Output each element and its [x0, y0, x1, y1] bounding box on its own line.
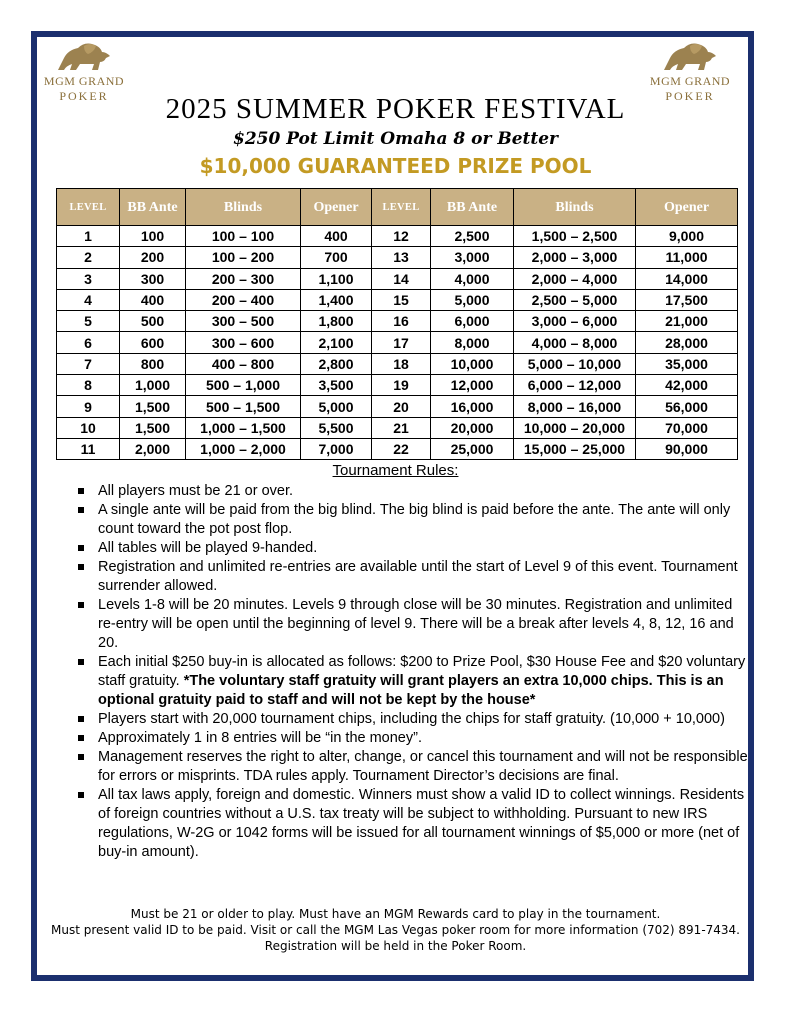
table-cell: 19: [372, 375, 431, 396]
table-cell: 200: [120, 247, 186, 268]
table-cell: 1,000: [120, 375, 186, 396]
table-row: [57, 332, 738, 353]
table-row: [57, 438, 738, 459]
table-row: [57, 353, 738, 374]
guarantee-banner: $10,000 GUARANTEED PRIZE POOL: [199, 154, 592, 178]
table-cell: 200 – 300: [186, 268, 301, 289]
lion-icon: [660, 38, 720, 74]
table-cell: 28,000: [636, 332, 738, 353]
table-cell: 1,500: [120, 417, 186, 438]
logo-sub: POKER: [665, 89, 715, 103]
table-cell: 10: [57, 417, 120, 438]
footer-notice: [40, 906, 751, 954]
table-cell: 1,000 – 1,500: [186, 417, 301, 438]
table-cell: 5,000: [301, 396, 372, 417]
table-cell: 8: [57, 375, 120, 396]
table-cell: 14,000: [636, 268, 738, 289]
table-cell: 5,000: [431, 289, 514, 310]
table-cell: 3,000 – 6,000: [514, 311, 636, 332]
table-cell: 1,500 – 2,500: [514, 226, 636, 247]
table-cell: 300 – 500: [186, 311, 301, 332]
table-cell: 2,000 – 3,000: [514, 247, 636, 268]
rule-emphasis: *The voluntary staff gratuity will grant players an extra 10,000 chips. This is an optional gratuity paid to staff and will not be kept by the house*: [98, 673, 724, 708]
rule-text: Approximately 1 in 8 entries will be “in the money”.: [98, 730, 422, 746]
rule-text: Players start with 20,000 tournament chips, including the chips for staff gratuity. (10,000 + 10,000): [98, 711, 725, 727]
table-cell: 11,000: [636, 247, 738, 268]
table-cell: 3,500: [301, 375, 372, 396]
table-cell: 15,000 – 25,000: [514, 438, 636, 459]
footer-line-1: Must be 21 or older to play. Must have an MGM Rewards card to play in the tournament.: [130, 907, 661, 921]
column-header: LEVEL: [57, 189, 120, 226]
table-cell: 35,000: [636, 353, 738, 374]
table-cell: 2: [57, 247, 120, 268]
table-cell: 5,500: [301, 417, 372, 438]
column-header: Opener: [636, 189, 738, 226]
table-cell: 2,500 – 5,000: [514, 289, 636, 310]
table-cell: 6,000 – 12,000: [514, 375, 636, 396]
table-cell: 4,000: [431, 268, 514, 289]
rule-item: [78, 482, 748, 501]
table-cell: 20,000: [431, 417, 514, 438]
rule-item: [78, 786, 748, 862]
table-cell: 17: [372, 332, 431, 353]
rules-list: [78, 482, 748, 862]
table-row: [57, 311, 738, 332]
table-cell: 13: [372, 247, 431, 268]
table-cell: 400 – 800: [186, 353, 301, 374]
logo-sub: POKER: [59, 89, 109, 103]
table-cell: 400: [120, 289, 186, 310]
table-cell: 100 – 100: [186, 226, 301, 247]
table-cell: 8,000 – 16,000: [514, 396, 636, 417]
table-cell: 14: [372, 268, 431, 289]
table-row: [57, 268, 738, 289]
table-cell: 500 – 1,500: [186, 396, 301, 417]
table-cell: 12: [372, 226, 431, 247]
table-cell: 16,000: [431, 396, 514, 417]
table-cell: 6: [57, 332, 120, 353]
footer-line-2: Must present valid ID to be paid. Visit or call the MGM Las Vegas poker room for more information (702) 891-7434. Registration will be held in the Poker Room.: [51, 923, 740, 953]
table-cell: 6,000: [431, 311, 514, 332]
table-cell: 5: [57, 311, 120, 332]
rule-text: A single ante will be paid from the big blind. The big blind is paid before the ante. The ante will only count toward the pot post flop.: [98, 502, 731, 537]
table-row: [57, 289, 738, 310]
table-cell: 8,000: [431, 332, 514, 353]
event-subtitle: $250 Pot Limit Omaha 8 or Better: [232, 129, 559, 149]
rule-text: All tax laws apply, foreign and domestic. Winners must show a valid ID to collect winnings. Residents of foreign countries without a U.S. tax treaty will be subject to withholding. Pursuant to new IRS regulations, W-2G or 1042 forms will be issued for all tournament winnings of $5,000 or more (net of buy-in amount).: [98, 787, 745, 860]
rules-title: Tournament Rules:: [332, 462, 459, 479]
table-cell: 5,000 – 10,000: [514, 353, 636, 374]
table-cell: 16: [372, 311, 431, 332]
rule-item: [78, 558, 748, 596]
blind-structure-table: [56, 188, 738, 460]
table-cell: 56,000: [636, 396, 738, 417]
rule-text: All players must be 21 or over.: [98, 483, 294, 499]
column-header: Blinds: [514, 189, 636, 226]
table-cell: 4,000 – 8,000: [514, 332, 636, 353]
table-cell: 100 – 200: [186, 247, 301, 268]
page-title: 2025 SUMMER POKER FESTIVAL: [165, 93, 626, 125]
table-cell: 100: [120, 226, 186, 247]
table-cell: 2,500: [431, 226, 514, 247]
table-cell: 4: [57, 289, 120, 310]
table-row: [57, 417, 738, 438]
table-cell: 12,000: [431, 375, 514, 396]
table-cell: 10,000 – 20,000: [514, 417, 636, 438]
table-cell: 17,500: [636, 289, 738, 310]
logo-brand: MGM GRAND: [43, 74, 125, 88]
table-header-row: [57, 189, 738, 226]
rule-text: Each initial $250 buy-in is allocated as follows: $200 to Prize Pool, $30 House Fee and $20 voluntary staff gratuity.: [98, 654, 746, 689]
table-cell: 2,800: [301, 353, 372, 374]
table-cell: 300: [120, 268, 186, 289]
table-body: [57, 226, 738, 460]
table-cell: 25,000: [431, 438, 514, 459]
table-cell: 1,500: [120, 396, 186, 417]
table-cell: 7: [57, 353, 120, 374]
column-header: Blinds: [186, 189, 301, 226]
rule-text: Levels 1-8 will be 20 minutes. Levels 9 through close will be 30 minutes. Registration and unlimited re-entry will be open until the beginning of level 9. There will be a break after levels 4, 8, 12, 16 and 20.: [98, 597, 734, 651]
rule-item: [78, 729, 748, 748]
table-cell: 2,000 – 4,000: [514, 268, 636, 289]
lion-icon: [54, 38, 114, 74]
table-cell: 22: [372, 438, 431, 459]
rule-item: [78, 748, 748, 786]
rule-item: [78, 501, 748, 539]
table-cell: 20: [372, 396, 431, 417]
column-header: Opener: [301, 189, 372, 226]
rule-text: Management reserves the right to alter, change, or cancel this tournament and will not be responsible for errors or misprints. TDA rules apply. Tournament Director’s decisions are final.: [98, 749, 748, 784]
table-cell: 9,000: [636, 226, 738, 247]
table-row: [57, 226, 738, 247]
column-header: LEVEL: [372, 189, 431, 226]
table-cell: 300 – 600: [186, 332, 301, 353]
table-cell: 2,000: [120, 438, 186, 459]
table-cell: 7,000: [301, 438, 372, 459]
rule-text: Registration and unlimited re-entries are available until the start of Level 9 of this event. Tournament surrender allowed.: [98, 559, 738, 594]
column-header: BB Ante: [120, 189, 186, 226]
table-cell: 9: [57, 396, 120, 417]
table-cell: 3,000: [431, 247, 514, 268]
table-cell: 10,000: [431, 353, 514, 374]
table-row: [57, 247, 738, 268]
table-cell: 1,400: [301, 289, 372, 310]
table-row: [57, 375, 738, 396]
rule-text: All tables will be played 9-handed.: [98, 540, 318, 556]
logo-brand: MGM GRAND: [649, 74, 731, 88]
rule-item: [78, 653, 748, 710]
rule-item: [78, 596, 748, 653]
table-cell: 400: [301, 226, 372, 247]
table-cell: 1: [57, 226, 120, 247]
table-cell: 1,800: [301, 311, 372, 332]
table-cell: 600: [120, 332, 186, 353]
table-cell: 700: [301, 247, 372, 268]
table-row: [57, 396, 738, 417]
table-cell: 90,000: [636, 438, 738, 459]
table-cell: 2,100: [301, 332, 372, 353]
table-cell: 11: [57, 438, 120, 459]
table-cell: 21: [372, 417, 431, 438]
table-cell: 200 – 400: [186, 289, 301, 310]
table-cell: 21,000: [636, 311, 738, 332]
table-cell: 1,100: [301, 268, 372, 289]
table-cell: 15: [372, 289, 431, 310]
table-cell: 42,000: [636, 375, 738, 396]
table-cell: 1,000 – 2,000: [186, 438, 301, 459]
table-cell: 70,000: [636, 417, 738, 438]
rule-item: [78, 710, 748, 729]
table-cell: 18: [372, 353, 431, 374]
column-header: BB Ante: [431, 189, 514, 226]
table-cell: 3: [57, 268, 120, 289]
table-cell: 800: [120, 353, 186, 374]
table-cell: 500 – 1,000: [186, 375, 301, 396]
table-cell: 500: [120, 311, 186, 332]
rule-item: [78, 539, 748, 558]
